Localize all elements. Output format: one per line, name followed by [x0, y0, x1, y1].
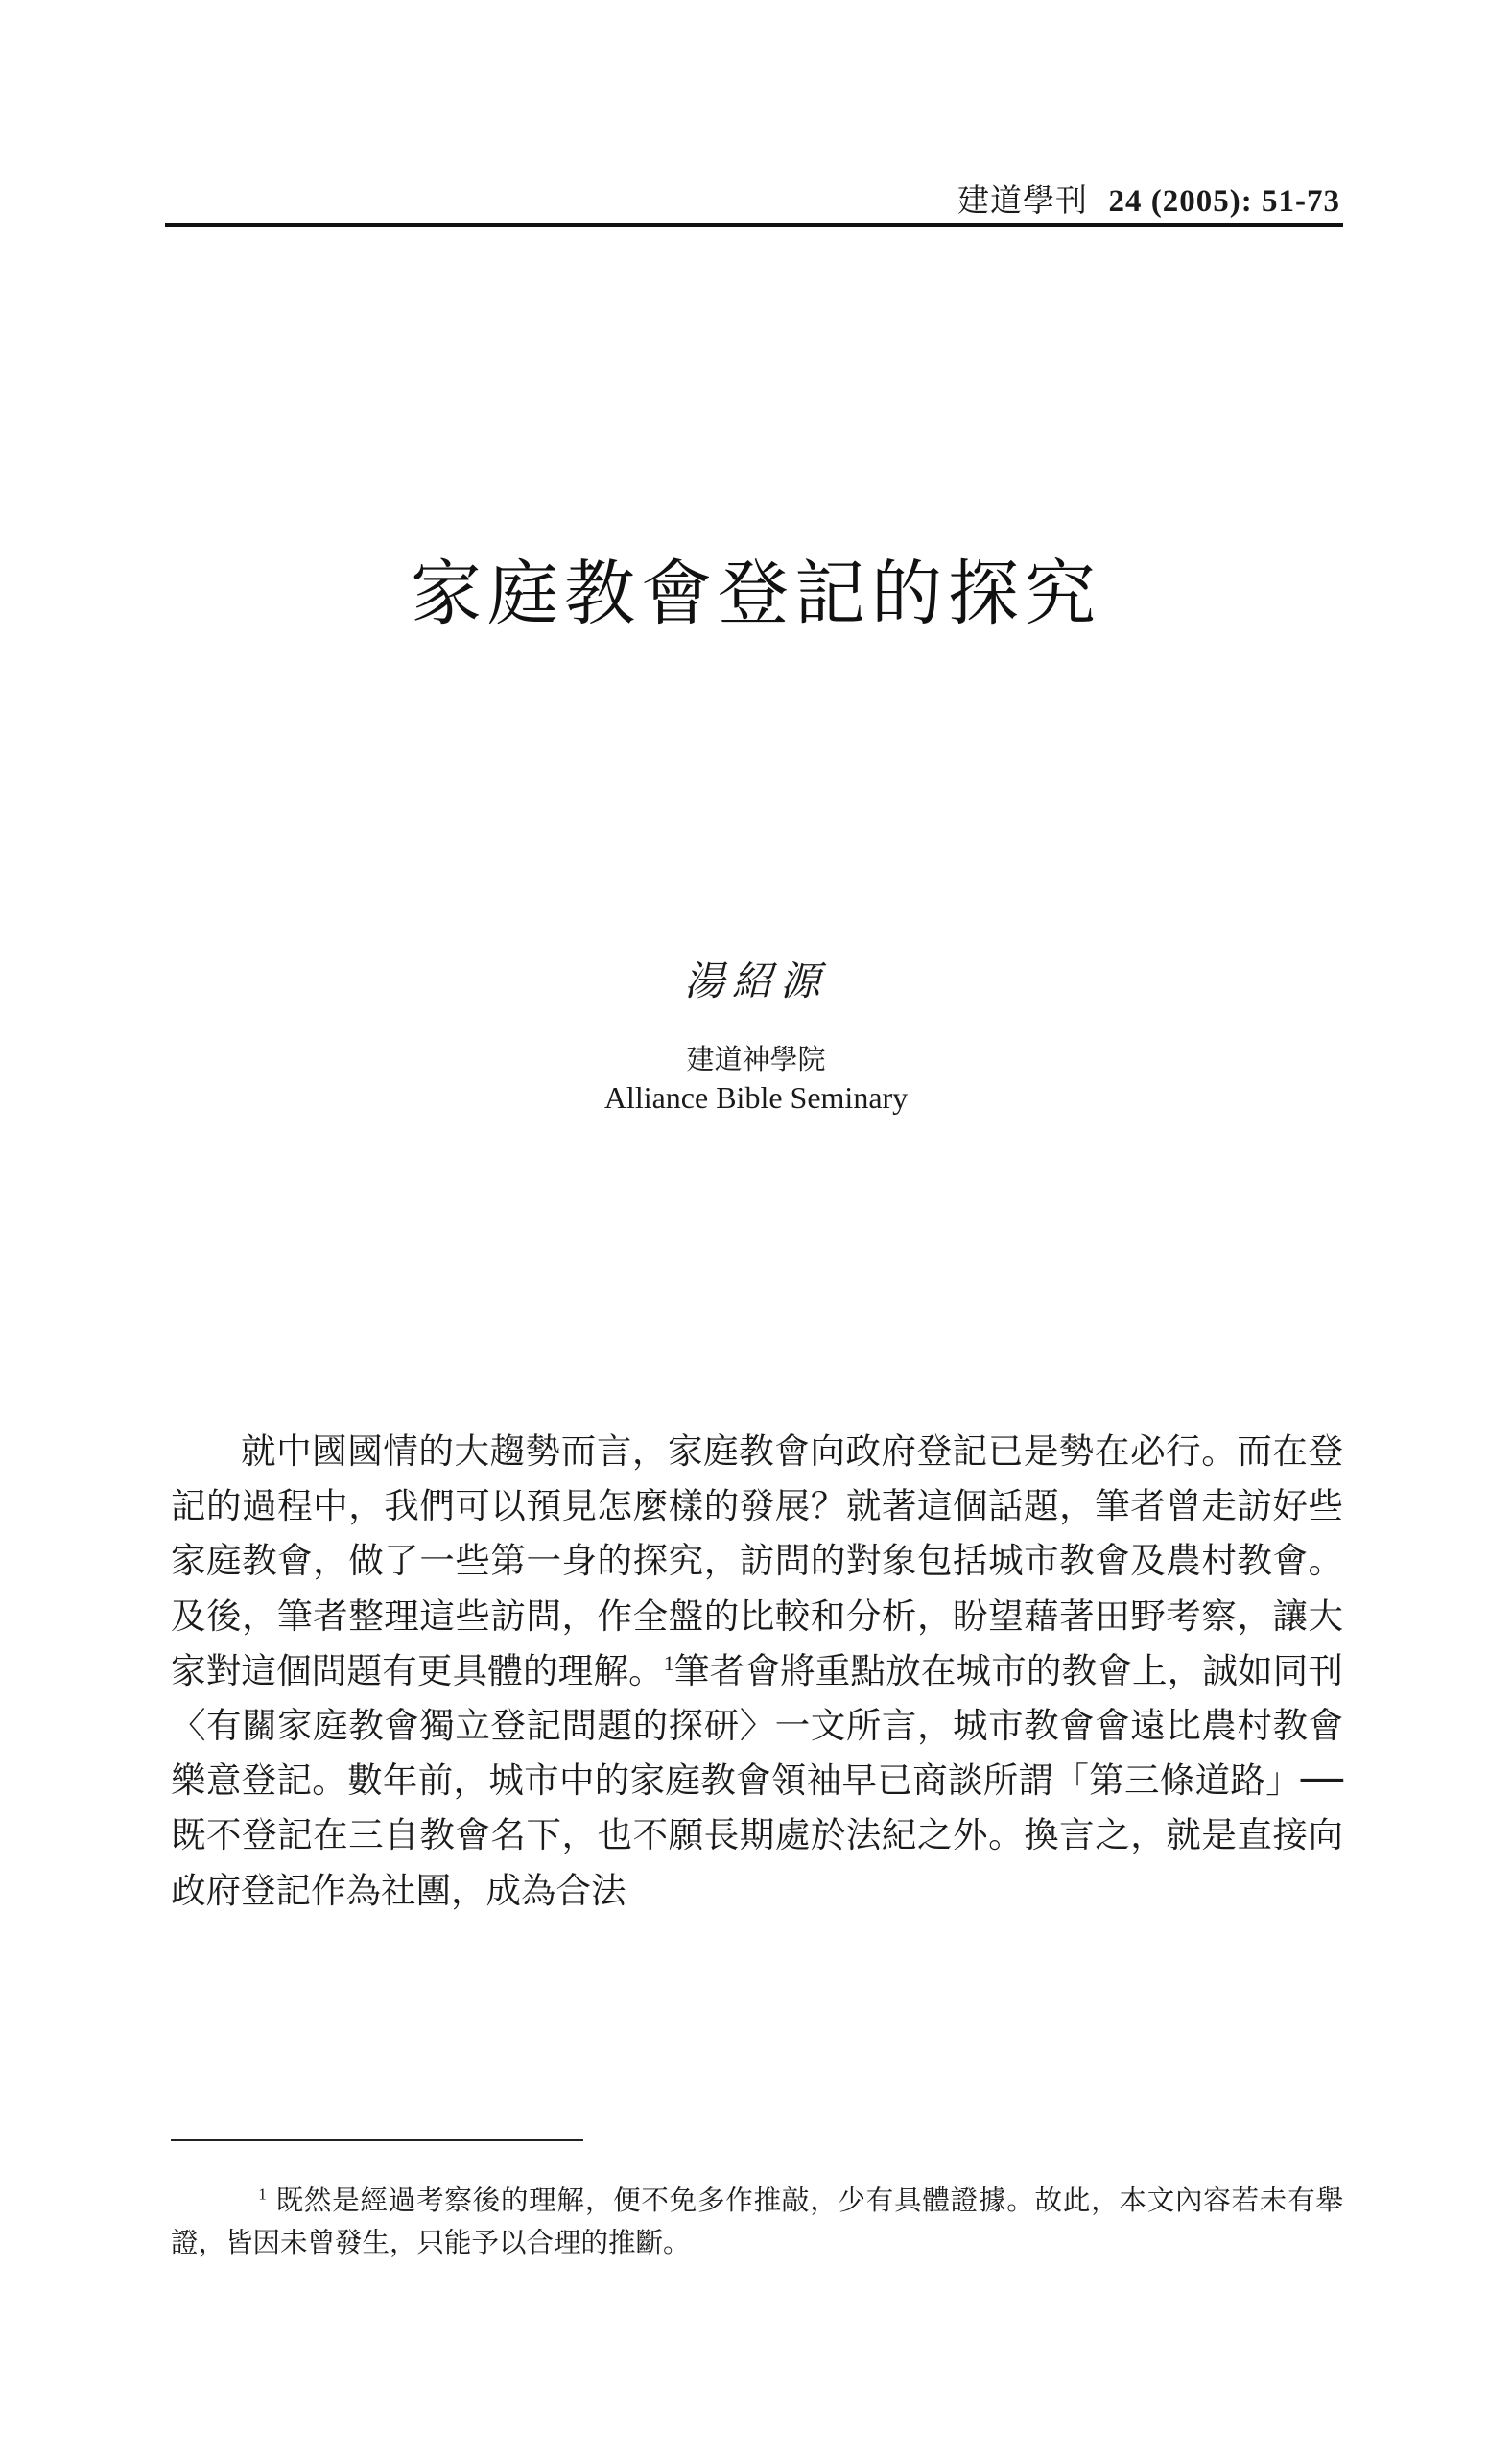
body-text-part2: 筆者會將重點放在城市的教會上，誠如同刊〈有關家庭教會獨立登記問題的探研〉一文所言，城市教會會遠比農村教會樂意登記。數年前，城市中的家庭教會領袖早已商談所謂「第三條道路」──既不登記在三自教會名下，也不願長期處於法紀之外。換言之，就是直接向政府登記作為社團，成為合法 — [171, 1649, 1344, 1911]
running-head — [957, 176, 1340, 221]
affiliation-chinese: 建道神學院 — [686, 1043, 826, 1075]
journal-name: 建道學刊 — [957, 181, 1089, 219]
body-paragraph — [171, 1424, 1343, 1918]
footnote-rule — [171, 2139, 583, 2141]
footnote-number: 1 — [258, 2184, 267, 2204]
body-text-part1: 就中國國情的大趨勢而言，家庭教會向政府登記已是勢在必行。而在登記的過程中，我們可以預見怎麼樣的發展？就著這個話題，筆者曾走訪好些家庭教會，做了一些第一身的探究，訪問的對象包括城市教會及農村教會。及後，筆者整理這些訪問，作全盤的比較和分析，盼望藉著田野考察，讓大家對這個問題有更具體的理解。 — [171, 1430, 1343, 1691]
author-name: 湯紹源 — [683, 957, 828, 1004]
footnote — [171, 2180, 1343, 2264]
journal-citation: 24 (2005): 51-73 — [1108, 184, 1340, 219]
article-title: 家庭教會登記的探究 — [411, 553, 1101, 635]
footnote-text: 既然是經過考察後的理解，便不免多作推敲，少有具體證據。故此，本文內容若未有舉證，皆因未曾發生，只能予以合理的推斷。 — [171, 2184, 1343, 2258]
affiliation-english: Alliance Bible Seminary — [603, 1080, 909, 1115]
footnote-reference: 1 — [663, 1650, 674, 1675]
header-rule — [165, 223, 1343, 227]
